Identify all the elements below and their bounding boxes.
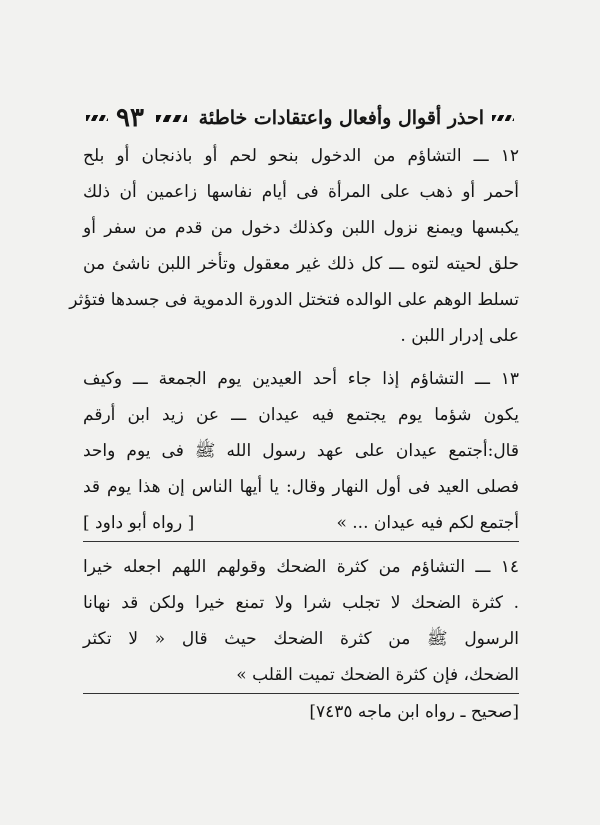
- text-line: الرسول ﷺ من كثرة الضحك حيث قال « لا تكثر: [83, 629, 519, 649]
- header-ornament-rule: [156, 115, 187, 122]
- text-line: الضحك، فإن كثرة الضحك تميت القلب »: [236, 665, 519, 685]
- hadith-source: [صحيح ـ رواه ابن ماجه ٧٤٣٥]: [309, 702, 519, 722]
- header-ornament-left: [86, 115, 108, 121]
- text-line: قال:أجتمع عيدان على عهد رسول الله ﷺ فى يوم واحد: [83, 441, 519, 461]
- text-line-with-source: [83, 505, 519, 541]
- text-line: ١٣ ـــ التشاؤم إذا جاء أحد العيدين يوم الجمعة ـــ وكيف: [83, 369, 519, 389]
- text-line: ١٢ ـــ التشاؤم من الدخول بنحو لحم أو باذنجان أو بلح: [83, 146, 519, 166]
- page-number: ٩٣: [116, 103, 144, 133]
- header-ornament-right: [492, 115, 514, 121]
- text-line: تسلط الوهم على الوالده فتختل الدورة الدموية فى جسدها فتؤثر: [69, 290, 519, 310]
- item-12: [69, 138, 519, 354]
- item-13: [83, 361, 519, 542]
- text-line: حلق لحيته لتوه ـــ كل ذلك غير معقول وتأخر اللبن ناشئ من: [83, 254, 519, 274]
- text-line: . كثرة الضحك لا تجلب شرا ولا تمنع خيرا ولكن قد نهانا: [83, 593, 519, 613]
- hadith-source: [ رواه أبو داود ]: [83, 513, 195, 533]
- item-14: [83, 549, 519, 730]
- body-text: [69, 138, 519, 730]
- text-fragment: أجتمع لكم فيه عيدان ... »: [336, 513, 519, 533]
- text-line: يكون شؤما يوم يجتمع فيه عيدان ـــ عن زيد ابن أرقم: [83, 405, 519, 425]
- text-line: ١٤ ـــ التشاؤم من كثرة الضحك وقولهم اللهم اجعله خيرا: [83, 557, 519, 577]
- text-line: يكبسها ويمنع نزول اللبن وكذلك دخول من قدم من سفر أو: [83, 218, 519, 238]
- text-line: على إدرار اللبن .: [400, 326, 519, 346]
- text-line: فصلى العيد فى أول النهار وقال: يا أيها الناس إن هذا يوم قد: [83, 477, 519, 497]
- page-header: [84, 100, 516, 136]
- text-line: أحمر أو ذهب على المرأة فى أيام نفاسها زاعمين أن ذلك: [83, 182, 519, 202]
- running-title: احذر أقوال وأفعال واعتقادات خاطئة: [198, 107, 484, 129]
